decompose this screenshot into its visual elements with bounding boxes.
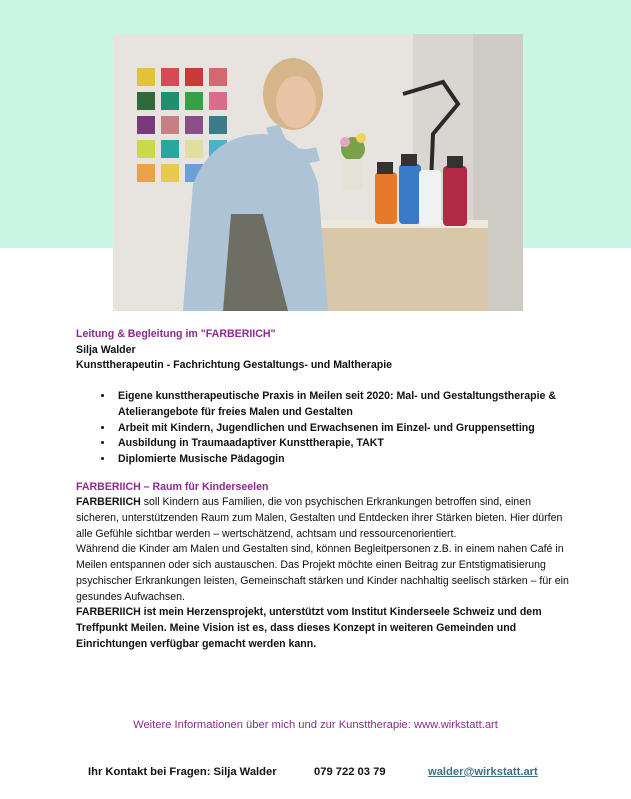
list-item: • Diplomierte Musische Pädagogin [114,452,576,468]
project-paragraph-1-text: soll Kindern aus Familien, die von psychischen Erkrankungen betroffen sind, einen sicheren, unterstützenden Raum zum Malen, Gestalten und Entdecken ihrer Stärken bieten. Hier dürfen alle Gefühle sichtbar werden – wertschätzend, achtsam und ressourcenorientiert. [76,496,563,540]
more-info-line: Weitere Informationen über mich und zur Kunsttherapie: www.wirkstatt.art [133,719,498,731]
portrait-photo [113,34,523,311]
project-paragraph-3: FARBERIICH ist mein Herzensprojekt, unterstützt vom Institut Kinderseele Schweiz und dem Treffpunkt Meilen. Meine Vision ist es, dass dieses Konzept in weiteren Gemeinden und Einrichtungen verfügbar gemacht werden kann. [76,606,542,650]
person-role: Kunsttherapeutin - Fachrichtung Gestaltungs- und Maltherapie [76,359,393,372]
project-paragraph-2: Während die Kinder am Malen und Gestalten sind, können Begleitpersonen z.B. in einem nahen Café in Meilen entspannen oder sich austauschen. Das Projekt möchte einen Beitrag zur Entstigmatisierung psychischer Erkrankungen leisten, Gemeinschaft stärken und Kinder nachhaltig seelisch stärken – für ein gesundes Aufwachsen. [76,543,569,603]
list-item: • Eigene kunsttherapeutische Praxis in Meilen seit 2020: Mal- und Gestaltungstherapie & Atelierangebote für freies Malen und Gestalten [114,389,576,420]
list-item: • Arbeit mit Kindern, Jugendlichen und Erwachsenen im Einzel- und Gruppensetting [114,421,576,437]
email-link[interactable]: walder@wirkstatt.art [428,766,538,778]
project-title: FARBERIICH – Raum für Kinderseelen [76,480,269,493]
person-name: Silja Walder [76,343,136,356]
project-section [76,480,576,653]
list-item: • Ausbildung in Traumaadaptiver Kunsttherapie, TAKT [114,436,576,452]
section-title: Leitung & Begleitung im "FARBERIICH" [76,328,276,340]
main-content [76,327,576,652]
project-paragraph-1 [76,495,576,542]
project-name-lead: FARBERIICH [76,496,141,509]
phone-number: 079 722 03 79 [314,766,386,778]
contact-label: Ihr Kontakt bei Fragen: Silja Walder [88,766,277,778]
qualification-list [76,389,576,468]
